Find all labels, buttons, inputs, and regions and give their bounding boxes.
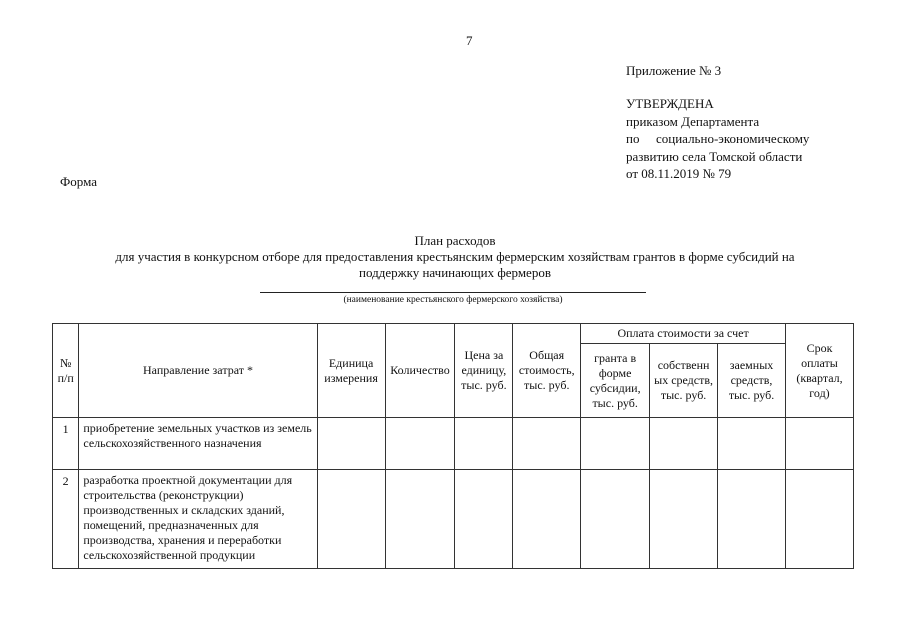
approval-line-1: УТВЕРЖДЕНА bbox=[626, 96, 714, 111]
approval-line-5: от 08.11.2019 № 79 bbox=[626, 166, 732, 181]
row-total bbox=[513, 470, 581, 569]
row-term bbox=[786, 418, 854, 470]
row-borrowed bbox=[718, 470, 786, 569]
approval-po: по bbox=[626, 131, 640, 146]
expense-plan-table bbox=[52, 323, 854, 569]
header-unit: Единица измерения bbox=[317, 324, 385, 418]
header-direction: Направление затрат * bbox=[79, 324, 317, 418]
row-borrowed bbox=[718, 418, 786, 470]
header-borrowed: заемных средств, тыс. руб. bbox=[718, 344, 786, 418]
approval-line-2: приказом Департамента bbox=[626, 113, 760, 129]
header-quantity: Количество bbox=[385, 324, 455, 418]
row-term bbox=[786, 470, 854, 569]
farm-name-line bbox=[260, 292, 646, 293]
row-num: 2 bbox=[53, 470, 79, 569]
row-unit bbox=[317, 418, 385, 470]
row-total bbox=[513, 418, 581, 470]
title-line-1: План расходов bbox=[414, 233, 496, 248]
appendix-label: Приложение № 3 bbox=[626, 63, 722, 78]
page-number: 7 bbox=[466, 33, 473, 48]
row-quantity bbox=[385, 470, 455, 569]
approval-block bbox=[626, 95, 809, 183]
header-own: собственн ых средств, тыс. руб. bbox=[650, 344, 718, 418]
farm-name-caption: (наименование крестьянского фермерского хозяйства) bbox=[343, 295, 563, 305]
table-header-row-1 bbox=[53, 324, 854, 344]
row-grant bbox=[581, 470, 650, 569]
approval-line-4: развитию села Томской области bbox=[626, 148, 803, 164]
row-direction: разработка проектной документации для строительства (реконструкции) производственных и складских зданий, помещений, предназначенных для производства, хранения и переработки сельскохозяйственной продукции bbox=[79, 470, 317, 569]
row-own bbox=[650, 470, 718, 569]
row-grant bbox=[581, 418, 650, 470]
header-grant: гранта в форме субсидии, тыс. руб. bbox=[581, 344, 650, 418]
form-label: Форма bbox=[60, 174, 97, 189]
header-term: Срок оплаты (квартал, год) bbox=[786, 324, 854, 418]
row-price bbox=[455, 470, 513, 569]
title-line-2: для участия в конкурсном отборе для предоставления крестьянским фермерским хозяйствам грантов в форме субсидий на bbox=[115, 249, 795, 264]
approval-line-3 bbox=[626, 130, 809, 148]
table-row bbox=[53, 470, 854, 569]
row-num: 1 bbox=[53, 418, 79, 470]
title-line-3: поддержку начинающих фермеров bbox=[359, 265, 551, 280]
header-total: Общая стоимость, тыс. руб. bbox=[513, 324, 581, 418]
approval-line-3-rest: социально-экономическому bbox=[656, 131, 810, 146]
header-price: Цена за единицу, тыс. руб. bbox=[455, 324, 513, 418]
table-row bbox=[53, 418, 854, 470]
header-num: № п/п bbox=[53, 324, 79, 418]
row-quantity bbox=[385, 418, 455, 470]
row-unit bbox=[317, 470, 385, 569]
row-price bbox=[455, 418, 513, 470]
row-direction: приобретение земельных участков из земель сельскохозяйственного назначения bbox=[79, 418, 317, 470]
document-title bbox=[60, 233, 850, 281]
row-own bbox=[650, 418, 718, 470]
header-payment-group: Оплата стоимости за счет bbox=[581, 324, 786, 344]
